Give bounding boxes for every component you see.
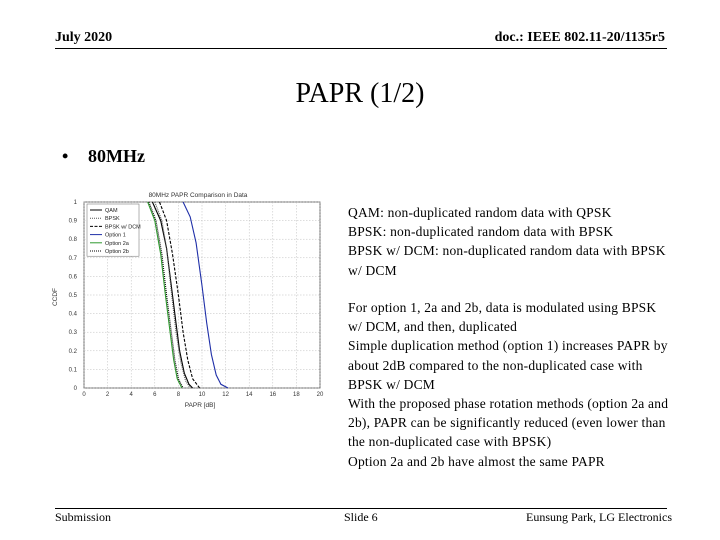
x-tick-label: 8	[176, 392, 181, 398]
notes-definitions	[348, 203, 678, 280]
papr-chart	[50, 185, 335, 410]
y-tick-label: 0.1	[68, 367, 77, 374]
note-line: Simple duplication method (option 1) increases PAPR by about 2dB compared to the non-duplicated case with BPSK w/ DCM	[348, 338, 668, 392]
legend-label: QAM	[105, 208, 118, 214]
footer-slide-number: Slide 6	[344, 510, 378, 524]
x-tick-label: 12	[222, 392, 229, 398]
x-tick-label: 10	[198, 392, 206, 398]
header-date: July 2020	[55, 30, 113, 45]
y-tick-label: 0	[73, 386, 77, 392]
y-tick-label: 0.4	[68, 311, 77, 318]
y-tick-label: 0.2	[68, 348, 77, 355]
x-tick-label: 20	[316, 392, 324, 398]
x-tick-label: 4	[129, 392, 133, 398]
y-tick-label: 0.6	[68, 274, 77, 281]
legend-label: Option 2a	[105, 240, 129, 247]
chart-title: 80MHz PAPR Comparison in Data	[148, 192, 248, 199]
note-line: QAM: non-duplicated random data with QPSK	[348, 205, 612, 220]
legend-label: BPSK w/ DCM	[105, 224, 141, 231]
chart-title-group	[149, 192, 248, 199]
x-tick-label: 16	[269, 392, 277, 398]
notes-observations	[348, 298, 673, 471]
y-tick-label: 1	[73, 200, 77, 206]
x-tick-label: 2	[105, 392, 110, 398]
note-line: For option 1, 2a and 2b, data is modulated using BPSK w/ DCM, and then, duplicated	[348, 300, 657, 335]
bullet-marker: •	[62, 146, 69, 166]
header-rule	[55, 48, 667, 49]
footer-submission: Submission	[55, 510, 112, 524]
note-line: BPSK: non-duplicated random data with BPSK	[348, 224, 614, 240]
x-tick-label: 14	[245, 392, 253, 398]
legend-label: Option 2b	[105, 249, 129, 255]
x-axis-label: PAPR [dB]	[184, 402, 216, 409]
y-tick-label: 0.8	[68, 237, 77, 244]
x-tick-label: 6	[153, 392, 157, 398]
footer-rule	[55, 508, 667, 509]
y-tick-label: 0.9	[68, 218, 77, 225]
slide-title: PAPR (1/2)	[295, 78, 425, 109]
note-line: With the proposed phase rotation methods (option 2a and 2b), PAPR can be significantly reduced (even lower than the non-duplicated case with BPSK)	[348, 396, 669, 450]
header-doc-id: doc.: IEEE 802.11-20/1135r5	[494, 30, 665, 45]
note-line: Option 2a and 2b have almost the same PAPR	[348, 453, 605, 469]
chart-legend	[87, 204, 141, 256]
legend-label: BPSK	[105, 216, 120, 223]
legend-label: Option 1	[105, 232, 126, 239]
y-axis-label: CCDF	[52, 287, 59, 307]
note-line: BPSK w/ DCM: non-duplicated random data with BPSK w/ DCM	[348, 243, 666, 278]
y-tick-label: 0.7	[68, 255, 77, 262]
footer-author: Eunsung Park, LG Electronics	[526, 510, 672, 524]
y-tick-label: 0.3	[68, 330, 77, 337]
bullet-text: 80MHz	[88, 146, 145, 166]
y-tick-label: 0.5	[68, 293, 77, 299]
x-tick-label: 0	[82, 392, 86, 398]
x-tick-label: 18	[293, 392, 300, 398]
